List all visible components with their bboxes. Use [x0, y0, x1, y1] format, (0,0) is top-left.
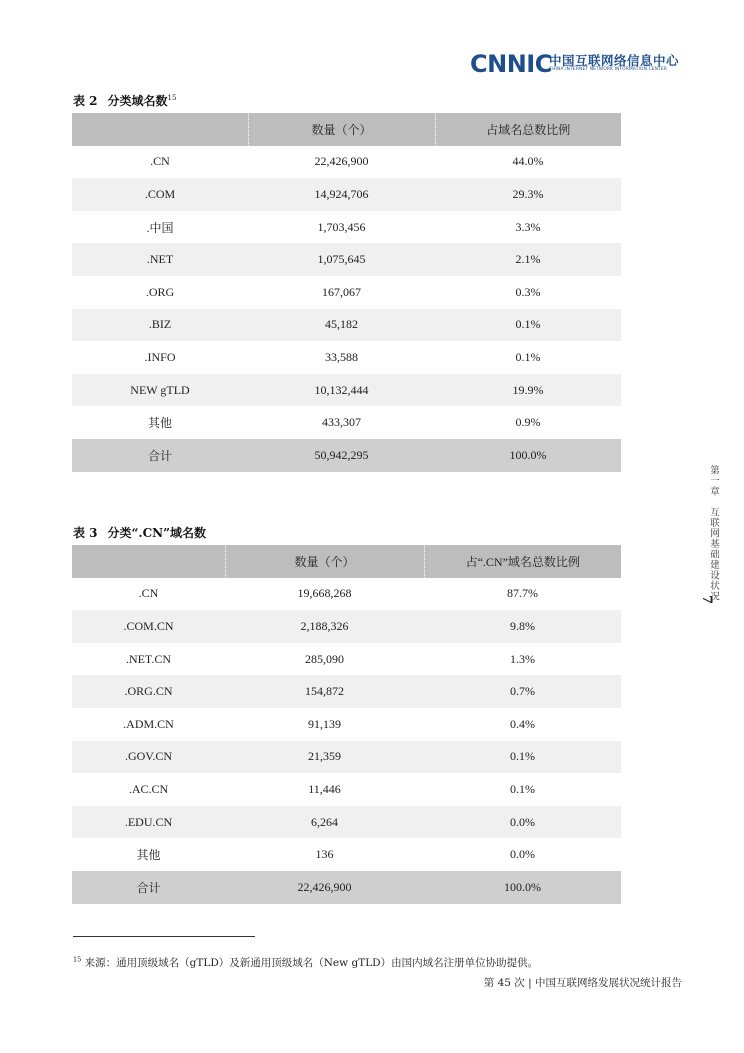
table2-header-cell: 占域名总数比例: [435, 113, 621, 146]
domain-cell: .AC.CN: [72, 773, 225, 806]
share-cell: 0.1%: [424, 773, 621, 806]
count-cell: 1,703,456: [248, 211, 435, 244]
count-cell: 167,067: [248, 276, 435, 309]
count-cell: 19,668,268: [225, 578, 424, 611]
count-cell: 11,446: [225, 773, 424, 806]
table3-caption-label: 表 3: [73, 526, 98, 540]
share-cell: 19.9%: [435, 374, 621, 407]
share-cell: 0.3%: [435, 276, 621, 309]
domain-cell: .GOV.CN: [72, 741, 225, 774]
count-cell: 1,075,645: [248, 243, 435, 276]
share-cell: 1.3%: [424, 643, 621, 676]
table-row: [72, 406, 621, 439]
logo-chinese-name: 中国互联网络信息中心: [549, 53, 680, 68]
share-cell: 0.0%: [424, 806, 621, 839]
table3-header-cell: [72, 545, 225, 578]
domain-cell: .BIZ: [72, 309, 248, 342]
count-cell: 14,924,706: [248, 178, 435, 211]
side-page-number: 7: [699, 594, 715, 605]
share-cell: 0.9%: [435, 406, 621, 439]
domain-cell: .ORG: [72, 276, 248, 309]
table-total-row: [72, 871, 621, 904]
chapter-side-tab: [700, 465, 720, 605]
table3: [72, 545, 621, 904]
count-cell: 2,188,326: [225, 610, 424, 643]
domain-cell: .COM: [72, 178, 248, 211]
share-cell: 0.1%: [424, 741, 621, 774]
table3-caption: [73, 524, 206, 541]
count-cell: 50,942,295: [248, 439, 435, 472]
table-row: [72, 610, 621, 643]
logo-english-name: CHINA INTERNET NETWORK INFORMATION CENTER: [549, 67, 668, 72]
table-row: [72, 643, 621, 676]
share-cell: 87.7%: [424, 578, 621, 611]
domain-cell: .NET: [72, 243, 248, 276]
footnote-number: 15: [73, 955, 82, 964]
share-cell: 0.4%: [424, 708, 621, 741]
table-row: [72, 309, 621, 342]
table-row: [72, 146, 621, 179]
table2: [72, 113, 621, 472]
table-row: [72, 741, 621, 774]
share-cell: 100.0%: [435, 439, 621, 472]
domain-cell: .ORG.CN: [72, 675, 225, 708]
share-cell: 0.0%: [424, 838, 621, 871]
table2-header-cell: [72, 113, 248, 146]
count-cell: 6,264: [225, 806, 424, 839]
table-row: [72, 675, 621, 708]
table-row: [72, 374, 621, 407]
share-cell: 44.0%: [435, 146, 621, 179]
share-cell: 3.3%: [435, 211, 621, 244]
domain-cell: .COM.CN: [72, 610, 225, 643]
table-total-row: [72, 439, 621, 472]
cnnic-logo: [470, 48, 690, 80]
count-cell: 45,182: [248, 309, 435, 342]
count-cell: 22,426,900: [248, 146, 435, 179]
count-cell: 22,426,900: [225, 871, 424, 904]
domain-cell: NEW gTLD: [72, 374, 248, 407]
table-row: [72, 243, 621, 276]
share-cell: 2.1%: [435, 243, 621, 276]
table2-header-cell: 数量（个）: [248, 113, 435, 146]
table2-caption: [73, 92, 176, 109]
table-row: [72, 708, 621, 741]
table2-footnote-ref: 15: [167, 94, 177, 102]
share-cell: 9.8%: [424, 610, 621, 643]
table-row: [72, 838, 621, 871]
domain-cell: .CN: [72, 146, 248, 179]
domain-cell: .INFO: [72, 341, 248, 374]
table-row: [72, 773, 621, 806]
table-row: [72, 806, 621, 839]
share-cell: 0.1%: [435, 309, 621, 342]
count-cell: 91,139: [225, 708, 424, 741]
page-footer: 第 45 次 | 中国互联网络发展状况统计报告: [483, 977, 682, 989]
count-cell: 136: [225, 838, 424, 871]
table2-caption-title: 分类域名数: [107, 94, 168, 108]
table-row: [72, 578, 621, 611]
domain-cell: .EDU.CN: [72, 806, 225, 839]
footnote: [73, 955, 538, 970]
count-cell: 285,090: [225, 643, 424, 676]
domain-cell: 其他: [72, 838, 225, 871]
table-row: [72, 178, 621, 211]
table3-header-cell: 数量（个）: [225, 545, 424, 578]
domain-cell: 合计: [72, 871, 225, 904]
footnote-divider: [73, 936, 255, 937]
count-cell: 154,872: [225, 675, 424, 708]
share-cell: 0.7%: [424, 675, 621, 708]
count-cell: 10,132,444: [248, 374, 435, 407]
domain-cell: .NET.CN: [72, 643, 225, 676]
domain-cell: 合计: [72, 439, 248, 472]
logo-mark: CNNIC: [470, 50, 552, 78]
share-cell: 29.3%: [435, 178, 621, 211]
table3-header-cell: 占“.CN”域名总数比例: [424, 545, 621, 578]
count-cell: 33,588: [248, 341, 435, 374]
footnote-text: 来源：通用顶级域名（gTLD）及新通用顶级域名（New gTLD）由国内域名注册单位协助提供。: [84, 957, 539, 969]
share-cell: 100.0%: [424, 871, 621, 904]
share-cell: 0.1%: [435, 341, 621, 374]
table2-caption-label: 表 2: [73, 94, 98, 108]
chapter-title: 第一章 互联网基础建设状况: [708, 465, 719, 602]
table-row: [72, 276, 621, 309]
count-cell: 21,359: [225, 741, 424, 774]
table3-caption-title: 分类“.CN”域名数: [107, 526, 207, 540]
count-cell: 433,307: [248, 406, 435, 439]
domain-cell: .CN: [72, 578, 225, 611]
domain-cell: 其他: [72, 406, 248, 439]
table-row: [72, 341, 621, 374]
domain-cell: .中国: [72, 211, 248, 244]
table2-header-row: [72, 113, 621, 146]
domain-cell: .ADM.CN: [72, 708, 225, 741]
table3-header-row: [72, 545, 621, 578]
table-row: [72, 211, 621, 244]
